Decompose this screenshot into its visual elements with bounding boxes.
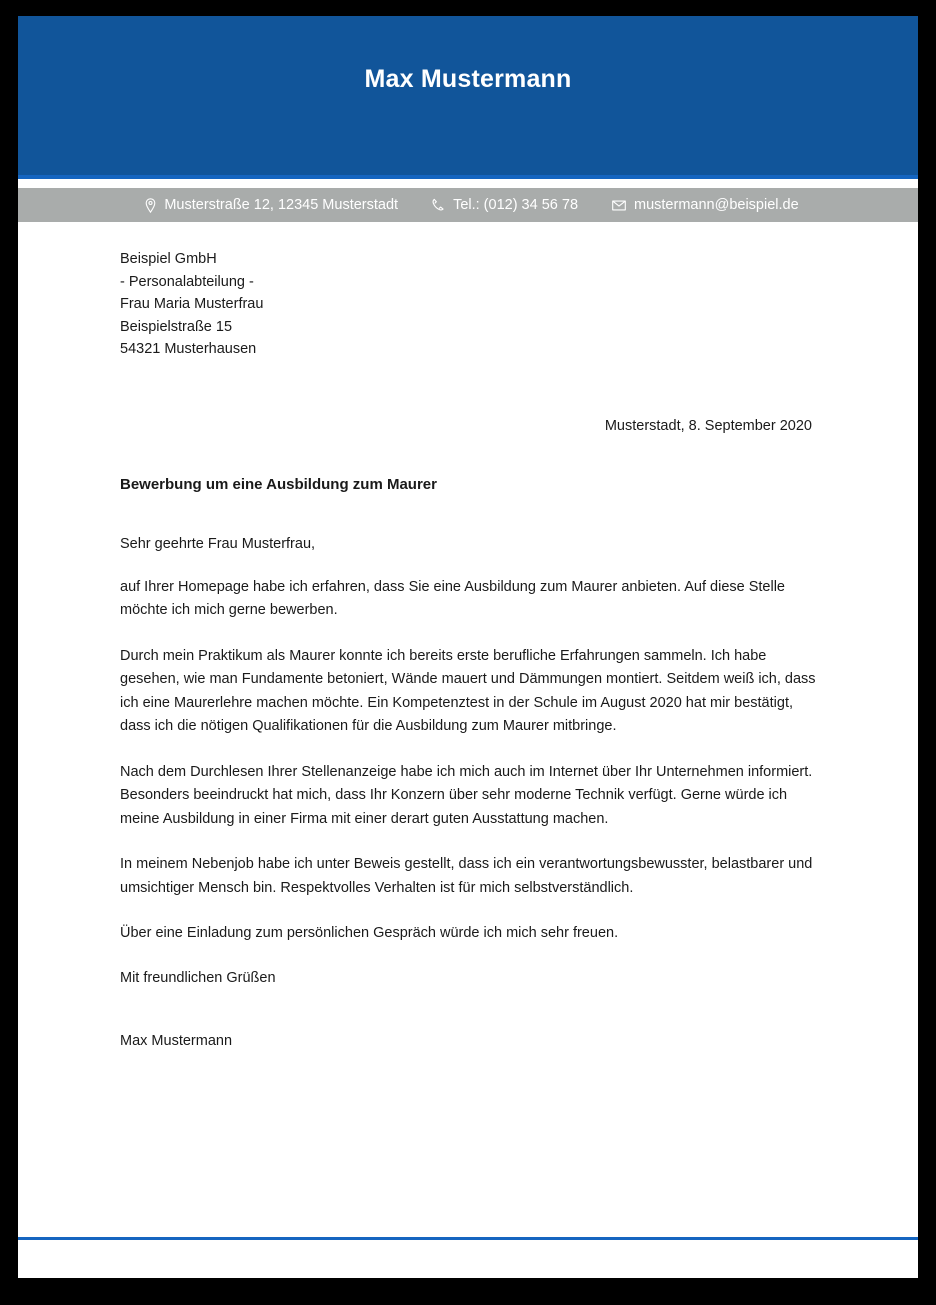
recipient-line-2: - Personalabteilung - xyxy=(120,273,254,290)
contact-phone xyxy=(432,198,578,213)
contact-bar xyxy=(18,188,918,222)
footer-area xyxy=(18,1240,918,1278)
envelope-icon xyxy=(612,200,626,211)
body-paragraph-3: Nach dem Durchlesen Ihrer Stellenanzeige habe ich mich auch im Internet über Ihr Unternehmen informiert. Besonders beeindruckt hat mich, dass Ihr Konzern über sehr moderne Technik verfügt. Gerne würde ich meine Ausbildung in einer Firma mit einer derart guten Ausstattung machen. xyxy=(120,763,813,827)
recipient-line-3: Frau Maria Musterfrau xyxy=(120,296,264,312)
contact-email xyxy=(612,198,799,213)
body-paragraph-5: Über eine Einladung zum persönlichen Gespräch würde ich mich sehr freuen. xyxy=(120,925,619,941)
date-line: Musterstadt, 8. September 2020 xyxy=(604,417,812,434)
location-pin-icon xyxy=(145,198,156,213)
letter-page xyxy=(18,16,918,1278)
body-paragraph-4: In meinem Nebenjob habe ich unter Beweis gestellt, dass ich ein verantwortungsbewusster, belastbarer und umsichtiger Mensch bin. Respektvolles Verhalten ist für mich selbstverständlich. xyxy=(120,856,813,896)
letterhead-banner xyxy=(18,16,918,175)
contact-phone-text: Tel.: (012) 34 56 78 xyxy=(453,196,579,213)
letterhead-name: Max Mustermann xyxy=(364,65,572,93)
recipient-address-block xyxy=(120,248,818,361)
header-gap xyxy=(18,179,918,188)
closing-line: Mit freundlichen Grüßen xyxy=(120,969,276,986)
contact-address-text: Musterstraße 12, 12345 Musterstadt xyxy=(164,196,399,213)
phone-icon xyxy=(432,198,445,212)
contact-email-text: mustermann@beispiel.de xyxy=(634,196,799,213)
letter-content xyxy=(18,248,918,1051)
subject-line: Bewerbung um eine Ausbildung zum Maurer xyxy=(120,475,437,493)
recipient-line-4: Beispielstraße 15 xyxy=(120,318,233,335)
salutation: Sehr geehrte Frau Musterfrau, xyxy=(120,535,316,552)
body-paragraph-2: Durch mein Praktikum als Maurer konnte ich bereits erste berufliche Erfahrungen sammeln. Ich habe gesehen, wie man Fundamente betoniert, Wände mauert und Dämmungen montiert. Seitdem weiß ich, dass ich eine Maurerlehre machen möchte. Ein Kompetenztest in der Schule im August 2020 hat mir bestätigt, dass ich die nötigen Qualifikationen für die Ausbildung zum Maurer mitbringe. xyxy=(120,647,816,734)
body-paragraph-1: auf Ihrer Homepage habe ich erfahren, dass Sie eine Ausbildung zum Maurer anbieten. Auf diese Stelle möchte ich mich gerne bewerben. xyxy=(120,578,785,618)
recipient-line-1: Beispiel GmbH xyxy=(120,251,217,267)
signature-name: Max Mustermann xyxy=(120,1032,233,1049)
contact-address xyxy=(145,198,398,213)
recipient-line-5: 54321 Musterhausen xyxy=(120,341,257,357)
